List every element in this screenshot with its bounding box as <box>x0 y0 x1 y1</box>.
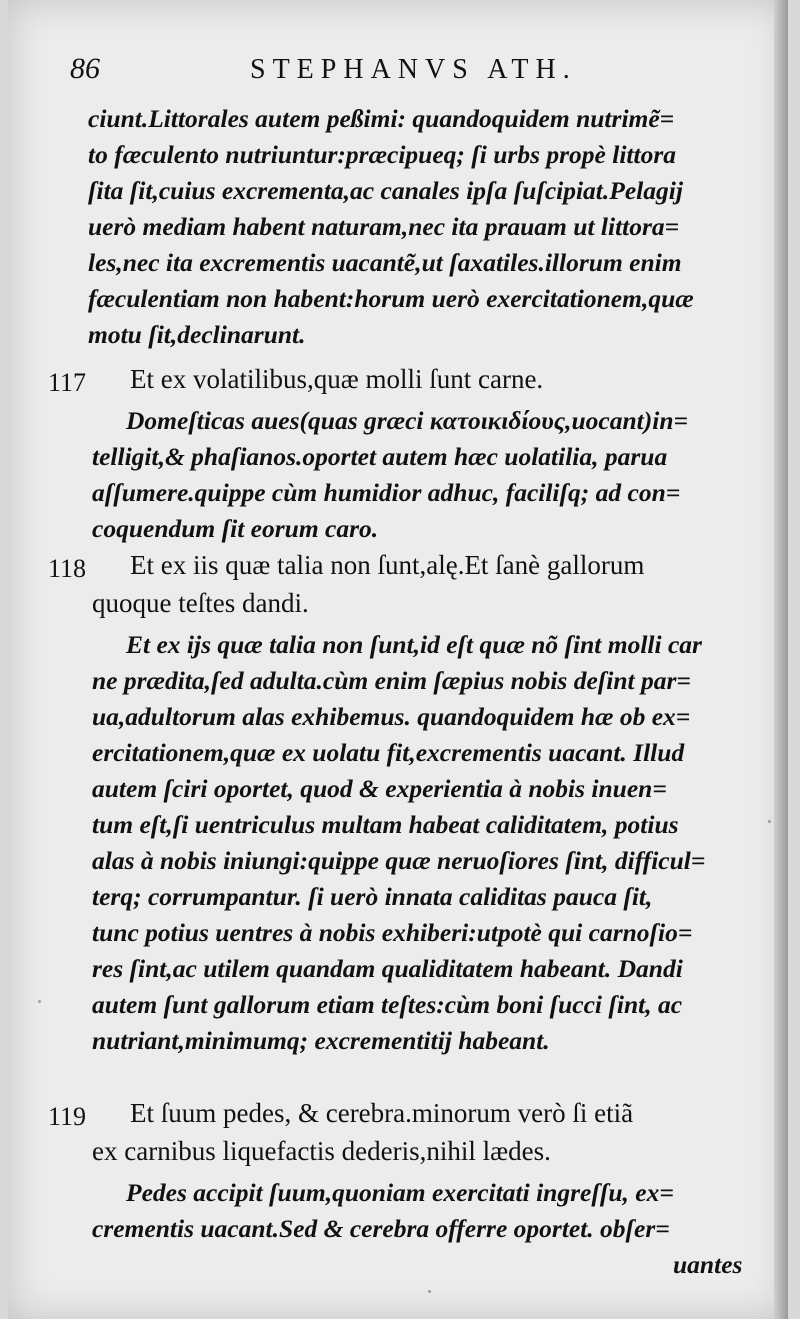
text-line: ne prædita,ſed adulta.cùm enim ſæpius nobis deſint par= <box>92 666 691 695</box>
text-line: autem ſciri oportet, quod & experientia à nobis inuen= <box>92 774 667 803</box>
aphorism-text: Et ex volatilibus,quæ molli ſunt carne. <box>130 364 544 394</box>
text-line: nutriant,minimumq; excrementitij habeant. <box>92 1026 550 1055</box>
aphorism-text: ex carnibus liquefactis dederis,nihil lædes. <box>92 1136 551 1166</box>
text-line: tum eſt,ſi uentriculus multam habeat caliditatem, potius <box>92 810 679 839</box>
text-line: uerò mediam habent naturam,nec ita prauam ut littora= <box>88 212 680 241</box>
page-header <box>70 52 730 92</box>
text-line: ua,adultorum alas exhibemus. quandoquidem hæ ob ex= <box>92 702 691 731</box>
text-line: aſſumere.quippe cùm humidior adhuc, faciliſq; ad con= <box>92 478 681 507</box>
text-line: motu ſit,declinarunt. <box>88 320 306 349</box>
aphorism-text: quoque teſtes dandi. <box>92 588 309 618</box>
text-line: Pedes accipit ſuum,quoniam exercitati ingreſſu, ex= <box>126 1178 674 1207</box>
text-line: terq; corrumpantur. ſi uerò innata caliditas pauca ſit, <box>92 882 653 911</box>
running-title: STEPHANVS ATH. <box>250 54 577 85</box>
text-line: res ſint,ac utilem quandam qualiditatem habeant. Dandi <box>92 954 683 983</box>
page-edge-shadow <box>774 0 788 1319</box>
catchword: uantes <box>673 1250 743 1279</box>
ink-speck <box>768 820 771 823</box>
text-line: to fæculento nutriuntur:præcipueq; ſi urbs propè littora <box>88 140 677 169</box>
aphorism-number: 117 <box>48 368 87 397</box>
text-line: autem ſunt gallorum etiam teſtes:cùm boni ſucci ſint, ac <box>92 990 683 1019</box>
text-line: Et ex ijs quæ talia non ſunt,id eſt quæ nõ ſint molli car <box>126 630 702 659</box>
text-line: ciunt.Littorales autem peßimi: quandoquidem nutrimẽ= <box>88 104 675 133</box>
text-line: Domeſticas aues(quas græci κατοικιδίους,uocant)in= <box>126 406 689 435</box>
ink-speck <box>38 1000 41 1003</box>
aphorism-text: Et ſuum pedes, & cerebra.minorum verò ſi etiã <box>130 1098 634 1128</box>
text-line: fæculentiam non habent:horum uerò exercitationem,quæ <box>88 284 694 313</box>
text-line: telligit,& phaſianos.oportet autem hæc uolatilia, parua <box>92 442 668 471</box>
text-line: ſita ſit,cuius excrementa,ac canales ipſa ſuſcipiat.Pelagij <box>88 176 683 205</box>
book-page <box>8 0 788 1319</box>
ink-speck <box>428 1290 431 1293</box>
text-line: ercitationem,quæ ex uolatu fit,excrementis uacant. Illud <box>92 738 685 767</box>
text-line: les,nec ita excrementis uacantẽ,ut ſaxatiles.illorum enim <box>88 248 682 277</box>
page-number: 86 <box>70 52 100 85</box>
text-line: tunc potius uentres à nobis exhiberi:utpotè qui carnoſio= <box>92 918 693 947</box>
text-line: coquendum ſit eorum caro. <box>92 514 379 543</box>
aphorism-number: 119 <box>48 1102 87 1131</box>
text-line: alas à nobis iniungi:quippe quæ neruoſiores ſint, difficul= <box>92 846 706 875</box>
aphorism-text: Et ex iis quæ talia non ſunt,alę.Et ſanè gallorum <box>130 550 645 580</box>
aphorism-number: 118 <box>48 554 87 583</box>
text-line: crementis uacant.Sed & cerebra offerre oportet. obſer= <box>92 1214 670 1243</box>
